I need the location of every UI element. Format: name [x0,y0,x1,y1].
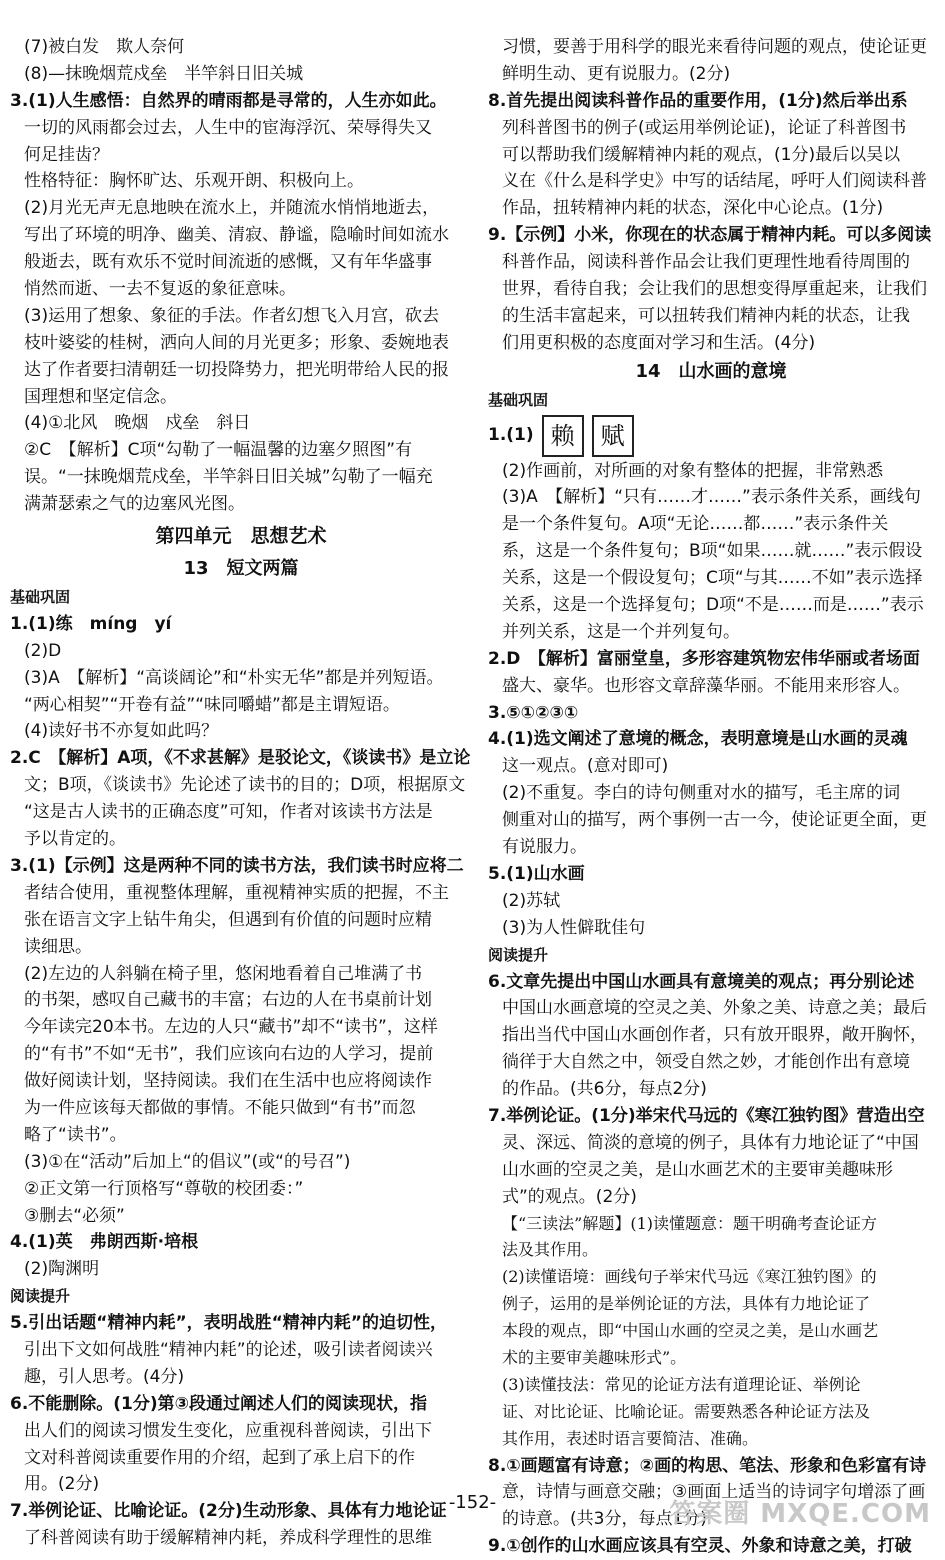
answer-line: 出人们的阅读习惯发生变化，应重视科普阅读，引出下 [10,1418,472,1445]
answer-line: “这是古人读书的正确态度”可知，作者对该读书方法是 [10,799,472,826]
answer-line: 为一件应该每天都做的事情。不能只做到“有书”而忽 [10,1095,472,1122]
answer-line: 满萧瑟索之气的边塞风光图。 [10,491,472,518]
section-heading-reading: 阅读提升 [10,1283,472,1310]
lesson-13-basic-answers [10,611,472,1283]
answer-line: 灵、深远、简淡的意境的例子，具体有力地论证了“中国 [488,1130,934,1157]
answer-line: 的诗意。(共3分，每点1分) [488,1506,934,1533]
answer-line: 趣，引人思考。(4分) [10,1364,472,1391]
left-pre-answers [10,34,472,518]
answer-line: 8.首先提出阅读科普作品的重要作用，(1分)然后举出系 [488,88,934,115]
answer-line: 术的主要审美趣味形式”。 [488,1345,934,1372]
answer-line: (3)A 【解析】“只有……才……”表示条件关系，画线句 [488,484,934,511]
answer-line: 4.(1)英 弗朗西斯·培根 [10,1229,472,1256]
answer-line: 文对科普阅读重要作用的介绍，起到了承上启下的作 [10,1445,472,1472]
answer-line: 有说服力。 [488,834,934,861]
answer-line: “两心相契”“开卷有益”“味同嚼蜡”都是主谓短语。 [10,692,472,719]
answer-line: 悄然而逝、一去不复返的象征意味。 [10,276,472,303]
answer-line: (2)陶渊明 [10,1256,472,1283]
lesson-14-title: 14 山水画的意境 [488,357,934,387]
answer-line: 8.①画题富有诗意；②画的构思、笔法、形象和色彩富有诗 [488,1453,934,1480]
answer-line: 本段的观点，即“中国山水画的空灵之美，是山水画艺 [488,1318,934,1345]
answer-line: 侧重对山的描写，两个事例一古一今，使论证更全面，更 [488,807,934,834]
answer-line: 9.①创作的山水画应该具有空灵、外象和诗意之美，打破 [488,1533,934,1560]
answer-line: 读细思。 [10,934,472,961]
right-pre-answers [488,34,934,357]
answer-line: (2)读懂语境：画线句子举宋代马远《寒江独钓图》的 [488,1264,934,1291]
answer-line: 6.不能删除。(1分)第③段通过阐述人们的阅读现状，指 [10,1391,472,1418]
answer-line: (7)被白发 欺人奈何 [10,34,472,61]
answer-line: 张在语言文字上钻牛角尖，但遇到有价值的问题时应精 [10,907,472,934]
page-number: -152- [0,1492,945,1513]
q1-character-boxes [488,414,934,458]
answer-line: 1.(1)练 míng yí [10,611,472,638]
answer-line: 证、对比论证、比喻论证。需要熟悉各种论证方法及 [488,1399,934,1426]
answer-line: 式”的观点。(2分) [488,1184,934,1211]
char-box: 赖 [542,415,584,457]
answer-line: 做好阅读计划，坚持阅读。我们在生活中也应将阅读作 [10,1068,472,1095]
lesson-14-basic-answers [488,458,934,942]
q1-label: 1.(1) [488,422,534,449]
answer-line: 9.【示例】小米，你现在的状态属于精神内耗。可以多阅读 [488,222,934,249]
answer-line: (3)①在“活动”后加上“的倡议”(或“的号召”) [10,1149,472,1176]
answer-line: 予以肯定的。 [10,826,472,853]
answer-line: ②正文第一行顶格写“尊敬的校团委：” [10,1176,472,1203]
answer-line: 国理想和坚定信念。 [10,384,472,411]
answer-line: 作品，扭转精神内耗的状态，深化中心论点。(1分) [488,195,934,222]
answer-line: 6.文章先提出中国山水画具有意境美的观点；再分别论述 [488,969,934,996]
answer-line: 意，诗情与画意交融；③画面上适当的诗词字句增添了画 [488,1479,934,1506]
answer-line: 鲜明生动、更有说服力。(2分) [488,61,934,88]
answer-line: 用。(2分) [10,1471,472,1498]
answer-line: 世界，看待自我；会让我们的思想变得厚重起来，让我们 [488,276,934,303]
answer-line: 列科普图书的例子(或运用举例论证)，论证了科普图书 [488,115,934,142]
answer-line: 2.C 【解析】A项，《不求甚解》是驳论文，《谈读书》是立论 [10,745,472,772]
answer-line: 山水画的空灵之美，是山水画艺术的主要审美趣味形 [488,1157,934,1184]
answer-line: 误。“一抹晚烟荒戍垒，半竿斜日旧关城”勾勒了一幅充 [10,464,472,491]
lesson-13-title: 13 短文两篇 [10,554,472,584]
answer-line: 性格特征：胸怀旷达、乐观开朗、积极向上。 [10,168,472,195]
answer-line: 关系，这是一个假设复句；C项“与其……不如”表示选择 [488,565,934,592]
answer-line: 一切的风雨都会过去，人生中的宦海浮沉、荣辱得失又 [10,115,472,142]
answer-line: 法及其作用。 [488,1237,934,1264]
answer-line: 4.(1)选文阐述了意境的概念，表明意境是山水画的灵魂 [488,726,934,753]
left-column [10,34,472,1552]
answer-line: 科普作品，阅读科普作品会让我们更理性地看待周围的 [488,249,934,276]
answer-line: (2)不重复。李白的诗句侧重对水的描写，毛主席的词 [488,780,934,807]
answer-line: (4)①北风 晚烟 戍垒 斜日 [10,410,472,437]
answer-line: 可以帮助我们缓解精神内耗的观点，(1分)最后以吴以 [488,142,934,169]
answer-line: (3)A 【解析】“高谈阔论”和“朴实无华”都是并列短语。 [10,665,472,692]
answer-line: 盛大、豪华。也形容文章辞藻华丽。不能用来形容人。 [488,673,934,700]
answer-line: (2)D [10,638,472,665]
answer-line: 3.(1)人生感悟：自然界的晴雨都是寻常的，人生亦如此。 [10,88,472,115]
answer-line: 是一个条件复句。A项“无论……都……”表示条件关 [488,511,934,538]
answer-line: 关系，这是一个选择复句；D项“不是……而是……”表示 [488,592,934,619]
answer-line: 的书架，感叹自己藏书的丰富；右边的人在书桌前计划 [10,987,472,1014]
answer-line: 了科普阅读有助于缓解精神内耗，养成科学理性的思维 [10,1525,472,1552]
answer-line: 【“三读法”解题】(1)读懂题意：题干明确考查论证方 [488,1211,934,1238]
section-heading-basic: 基础巩固 [488,387,934,414]
answer-line: ③删去“必须” [10,1203,472,1230]
answer-line: 7.举例论证、比喻论证。(2分)生动形象、具体有力地论证 [10,1498,472,1525]
answer-line: 3.(1)【示例】这是两种不同的读书方法，我们读书时应将二 [10,853,472,880]
answer-line: 枝叶婆娑的桂树，洒向人间的月光更多；形象、委婉地表 [10,330,472,357]
answer-line: 徜徉于大自然之中，领受自然之妙，才能创作出有意境 [488,1049,934,1076]
lesson-13-reading-answers [10,1310,472,1552]
answer-line: 文；B项，《谈读书》先论述了读书的目的；D项，根据原文 [10,772,472,799]
char-box: 赋 [592,415,634,457]
answer-line: ②C 【解析】C项“勾勒了一幅温馨的边塞夕照图”有 [10,437,472,464]
answer-line: 2.D 【解析】富丽堂皇，多形容建筑物宏伟华丽或者场面 [488,646,934,673]
answer-line: 指出当代中国山水画创作者，只有放开眼界，敞开胸怀， [488,1022,934,1049]
answer-line: 略了“读书”。 [10,1122,472,1149]
answer-line: (2)苏轼 [488,888,934,915]
answer-line: 达了作者要扫清朝廷一切投降势力，把光明带给人民的报 [10,357,472,384]
answer-line: 引出下文如何战胜“精神内耗”的论述，吸引读者阅读兴 [10,1337,472,1364]
answer-line: (3)运用了想象、象征的手法。作者幻想飞入月宫，砍去 [10,303,472,330]
answer-line: 写出了环境的明净、幽美、清寂、静谧，隐喻时间如流水 [10,222,472,249]
answer-line: 3.⑤①②③① [488,700,934,727]
answer-line: (2)月光无声无息地映在流水上，并随流水悄悄地逝去， [10,195,472,222]
watermark-logo: 答案圈 MXQE.COM [669,1493,931,1530]
answer-line: 习惯，要善于用科学的眼光来看待问题的观点，使论证更 [488,34,934,61]
answer-line: (2)左边的人斜躺在椅子里，悠闲地看着自己堆满了书 [10,961,472,988]
answer-line: 并列关系，这是一个并列复句。 [488,619,934,646]
answer-line: (3)为人性僻耽佳句 [488,915,934,942]
section-heading-basic: 基础巩固 [10,584,472,611]
answer-line: (2)作画前，对所画的对象有整体的把握，非常熟悉 [488,458,934,485]
lesson-14-reading-answers [488,969,934,1560]
answer-line: (3)读懂技法：常见的论证方法有道理论证、举例论 [488,1372,934,1399]
answer-line: 今年读完20本书。左边的人只“藏书”却不“读书”，这样 [10,1014,472,1041]
answer-line: 般逝去，既有欢乐不觉时间流逝的感慨，又有年华盛事 [10,249,472,276]
answer-line: 们用更积极的态度面对学习和生活。(4分) [488,330,934,357]
answer-line: 者结合使用，重视整体理解，重视精神实质的把握，不主 [10,880,472,907]
answer-line: 这一观点。(意对即可) [488,753,934,780]
section-heading-reading: 阅读提升 [488,942,934,969]
answer-line: (4)读好书不亦复如此吗？ [10,718,472,745]
unit-title: 第四单元 思想艺术 [10,518,472,554]
answer-line: (8)—抹晚烟荒戍垒 半竿斜日旧关城 [10,61,472,88]
answer-line: 义在《什么是科学史》中写的话结尾，呼吁人们阅读科普 [488,168,934,195]
answer-line: 5.引出话题“精神内耗”，表明战胜“精神内耗”的迫切性， [10,1310,472,1337]
answer-line: 系，这是一个条件复句；B项“如果……就……”表示假设 [488,538,934,565]
answer-line: 7.举例论证。(1分)举宋代马远的《寒江独钓图》营造出空 [488,1103,934,1130]
answer-line: 的作品。(共6分，每点2分) [488,1076,934,1103]
answer-line: 的生活丰富起来，可以扭转我们精神内耗的状态，让我 [488,303,934,330]
answer-line: 例子，运用的是举例论证的方法，具体有力地论证了 [488,1291,934,1318]
answer-line: 何足挂齿？ [10,142,472,169]
answer-line: 其作用，表述时语言要简洁、准确。 [488,1426,934,1453]
right-column [488,34,934,1560]
answer-line: 5.(1)山水画 [488,861,934,888]
answer-line: 中国山水画意境的空灵之美、外象之美、诗意之美；最后 [488,995,934,1022]
answer-line: 的“有书”不如“无书”，我们应该向右边的人学习，提前 [10,1041,472,1068]
